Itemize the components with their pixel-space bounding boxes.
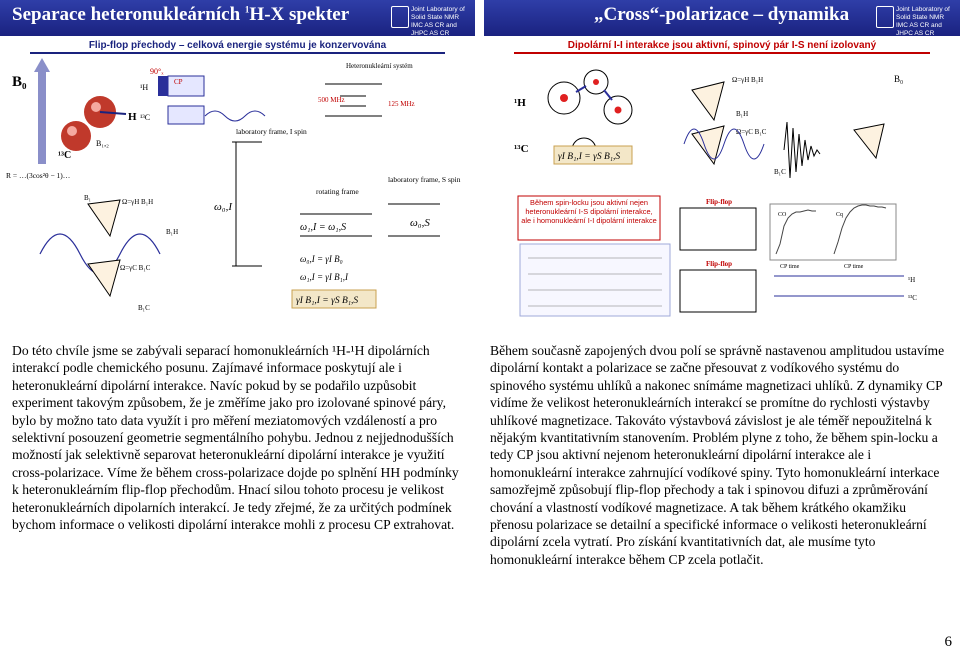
right-slide-title: „Cross“-polarizace – dynamika [594, 4, 850, 25]
pulse-90 [158, 76, 168, 96]
pulse-h-row: ¹H [140, 83, 149, 92]
right-slide-figure [484, 54, 960, 322]
h1-label: ¹H [514, 97, 526, 109]
cp-block-c [168, 106, 204, 124]
w1i-formula: ω₁,I = γI B₁,I [300, 272, 348, 282]
pulse-c-row: ¹³C [140, 113, 151, 122]
left-slide [0, 0, 475, 322]
omega-h-label: Ω=γH B₁H [122, 198, 154, 206]
lab-logo [876, 4, 954, 37]
left-slide-subtitle: Flip-flop přechody – celková energie systému je konzervována [88, 40, 387, 51]
w0s-label: ω₀,S [410, 217, 430, 229]
formula-panel [520, 244, 670, 316]
lab-frame-i-label: laboratory frame, I spin [236, 127, 307, 136]
left-slide-figure [0, 54, 475, 322]
lab-frame-s-label: laboratory frame, S spin [388, 175, 461, 184]
c-spin-sphere [61, 121, 91, 151]
left-slide-title: Separace heteronukleárních $^1$H-X spekter [12, 4, 350, 25]
dipolar-formula: R = …(3cos²θ − 1)… [6, 171, 71, 180]
left-paragraph: Do této chvíle jsme se zabývali separací homonukleárních ¹H-¹H dipolárních interakcí podle chemického posunu. Zajímavé informace poskytují ale i heteronukleární dipolární interakce. Navíc pokud by se podařilo uzpůsobit experiment takovým způsobem, že je změříme jako pro izolované spinové páry, bylo by možno tato data využít i pro měření meziatomových vzdáleností a pro selektivní posouzení geometrie segmentálního pohybu. Jednou z nejjednodušších možností jak selektivně separovat heteronukleární dipolární interakce je využití cross-polarizace. Víme že během cross-polarizace dojde po splnění HH podmínky k heteronukleárním flip-flop přechodům. Hnací silou tohoto procesu je velikost heteronukleárních dipolarních interakcí. Je tedy zřejmé, že za určitých podmínek bychom informace o velikosti dipolární interakce mohli z procesu CP extrahovat. [12, 343, 459, 533]
right-slide-subtitle: Dipolární I-I interakce jsou aktivní, spinový pár I-S není izolovaný [567, 40, 877, 51]
lab-logo-icon [876, 6, 894, 28]
c-cone [692, 126, 724, 164]
freq-c-label: 125 MHz [388, 100, 415, 108]
rot-frame-label: rotating frame [316, 187, 359, 196]
c13-spin-label: ¹³C [58, 150, 72, 161]
flipflop-label-2: Flip-flop [706, 260, 733, 268]
b1c-label: B₁C [774, 168, 786, 176]
flipflop-box-2 [680, 270, 756, 312]
b0-arrow-head [34, 58, 50, 72]
c13-label: ¹³C [514, 143, 529, 155]
freq-h-label: 500 MHz [318, 96, 345, 104]
cp-label: CP [174, 78, 183, 86]
cq-label: Cq [836, 212, 844, 218]
right-slide [484, 0, 960, 322]
pulse-label: 90°ₓ [150, 67, 164, 76]
omega-c-label: Ω=γC B₁C [120, 264, 151, 272]
hh-condition: γI B₁,I = γS B₁,S [558, 152, 621, 162]
left-slide-title-bar [0, 0, 475, 36]
fid-trace [784, 122, 820, 178]
b1c-label: B₁C [138, 304, 150, 312]
h-level-label: ¹H [908, 276, 916, 284]
flipflop-box-1 [680, 208, 756, 250]
w0-formula: ω₀,I = γI B₀ [300, 254, 343, 264]
cp-spectra-plot [770, 204, 896, 260]
right-paragraph: Během současně zapojených dvou polí se správně nastavenou amplitudou ustavíme dipolární kontakt a polarizace se začne přesouvat z vodíkového systému do spinového systému uhlíků a nakonec snímáme magnetizaci uhlíků. Z dynamiky CP vidíme že velikost heteronukleárních interakcí se promítne do rychlosti výstavby uhlíkové magnetizace. Takováto výstavbová závislost je ale téměř nepoužitelná k nějakým kvantitativním stanovením. Problém plyne z toho, že během spin-locku a tedy CP jsou aktivní nejenom heteronukleární dipolární interakce ale i homonukleární interakce zahrnující vodíkové spiny. Tyto homonukleární interkace samozřejmě způsobují flip-flop přechody a tak i spinovou difuzi a zprůměrování chování a vlastností vodíkové magnetizace. A tak během krátkého okamžiku přenosu polarizace se detailní a specifické informace o velikosti heteronukleární dipolární zcela vytratí. Pro získání kvantitativních dat, ale musíme tyto homonukleární interakce během CP zcela potlačit. [490, 343, 945, 567]
c-cone [88, 260, 120, 296]
co-label: CO [778, 212, 787, 218]
omega-h-label: Ω=γH B₁H [732, 76, 764, 84]
fid-trace [205, 111, 265, 121]
b1h-label: B₁H [736, 110, 749, 118]
hh-condition: γI B₁,I = γS B₁,S [296, 296, 359, 306]
lab-logo-text: Joint Laboratory of Solid State NMR IMC AS CR and JHPC AS CR [411, 6, 465, 37]
b1h-label: B₁H [166, 228, 179, 236]
right-slide-title-bar [484, 0, 960, 36]
b0-label: B₀ [894, 74, 904, 84]
lab-logo [391, 4, 469, 37]
spinlock-note: Během spin-locku jsou aktivní nejen heteronukleární I-S dipolární interakce, ale i homonukleární I-I dipolární interakce [521, 198, 657, 225]
lab-logo-text: Joint Laboratory of Solid State NMR IMC AS CR and JHPC AS CR [896, 6, 950, 37]
side-cone [854, 124, 884, 158]
h-spin-cluster [548, 70, 632, 124]
h-spin-label: H [128, 111, 137, 123]
c-level-label: ¹³C [908, 294, 917, 302]
w1-equality: ω₁,I = ω₁,S [300, 222, 347, 233]
h-cone [692, 82, 724, 120]
hetero-system-label: Heteronukleární systém [346, 62, 413, 70]
cp-time-label-2: CP time [844, 264, 864, 270]
b0-label: B₀ [12, 74, 27, 90]
w0i-label: ω₀,I [214, 201, 233, 213]
omega-c-label: Ω=γC B₁C [736, 128, 767, 136]
page-number: 6 [944, 634, 952, 650]
h-cone [88, 200, 120, 236]
flipflop-label-1: Flip-flop [706, 198, 733, 206]
b12-label: B₁,₂ [96, 139, 109, 148]
cp-time-label-1: CP time [780, 264, 800, 270]
lab-logo-icon [391, 6, 409, 28]
b1-label: B₁ [84, 194, 92, 202]
